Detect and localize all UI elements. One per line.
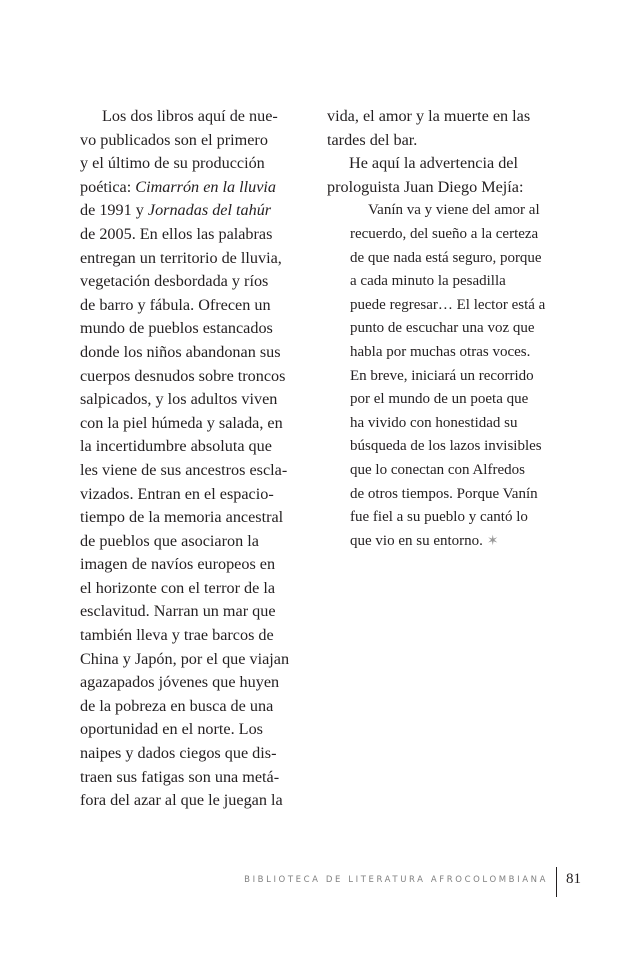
text-line: naipes y dados ciegos que dis-	[80, 744, 277, 763]
quote-text: de otros tiempos. Porque Vanín	[350, 485, 538, 502]
text-line: tardes del bar.	[327, 130, 418, 149]
quote-line	[350, 341, 567, 365]
quote-text: a cada minuto la pesadilla	[350, 273, 506, 290]
text-line: vo publicados son el primero	[80, 130, 268, 149]
text-line: prologuista Juan Diego Mejía:	[327, 177, 524, 196]
text-line: de la pobreza en busca de una	[80, 696, 274, 715]
text-line	[80, 176, 315, 200]
text-line: de pueblos que asociaron la	[80, 531, 259, 550]
quote-text: que lo conectan con Alfredos	[350, 461, 525, 478]
quote-text: punto de escuchar una voz que	[350, 320, 535, 337]
text-line: agazapados jóvenes que huyen	[80, 673, 280, 692]
quote-text: Vanín va y viene del amor al	[368, 202, 540, 219]
footer-divider	[556, 867, 557, 897]
text-line: de 2005. En ellos las palabras	[80, 224, 273, 243]
text-line: con la piel húmeda y salada, en	[80, 413, 283, 432]
quote-text: búsqueda de los lazos invisibles	[350, 438, 542, 455]
quote-line	[350, 388, 567, 412]
quote-line	[350, 270, 567, 294]
quote-text: por el mundo de un poeta que	[350, 391, 529, 408]
quote-text: ha vivido con honestidad su	[350, 414, 518, 431]
quote-line	[350, 223, 567, 247]
page-footer	[0, 867, 638, 897]
quote-text: habla por muchas otras voces.	[350, 343, 531, 360]
quote-line	[350, 247, 567, 271]
text-line: mundo de pueblos estancados	[80, 319, 273, 338]
text-line: He aquí la advertencia del	[349, 154, 518, 173]
text-line: cuerpos desnudos sobre troncos	[80, 366, 286, 385]
text-segment: poética:	[80, 177, 136, 196]
text-line: fora del azar al que le juegan la	[80, 791, 283, 810]
quote-line	[350, 412, 567, 436]
quote-text: En breve, iniciará un recorrido	[350, 367, 534, 384]
text-line: el horizonte con el terror de la	[80, 578, 276, 597]
text-line: entregan un territorio de lluvia,	[80, 248, 282, 267]
text-line: también lleva y trae barcos de	[80, 626, 274, 645]
end-mark-icon: ✶	[486, 533, 499, 549]
quote-line	[350, 317, 567, 341]
text-line: y el último de su producción	[80, 154, 265, 173]
right-paragraphs	[327, 105, 567, 199]
quote-text: puede regresar… El lector está a	[350, 296, 546, 313]
quote-line	[350, 294, 567, 318]
text-line: imagen de navíos europeos en	[80, 555, 276, 574]
quote-line	[350, 365, 567, 389]
text-line: vida, el amor y la muerte en las	[327, 107, 531, 125]
series-title: BIBLIOTECA DE LITERATURA AFROCOLOMBIANA	[244, 875, 548, 885]
text-line: de barro y fábula. Ofrecen un	[80, 295, 271, 314]
block-quote	[327, 199, 567, 553]
text-line: salpicados, y los adultos viven	[80, 390, 278, 409]
quote-text: de que nada está seguro, porque	[350, 249, 542, 266]
text-line: donde los niños abandonan sus	[80, 342, 281, 361]
text-line: oportunidad en el norte. Los	[80, 720, 263, 739]
quote-line	[350, 459, 567, 483]
text-line: vegetación desbordada y ríos	[80, 272, 269, 291]
book-title: Cimarrón en la lluvia	[135, 177, 277, 196]
text-line: China y Japón, por el que viajan	[80, 649, 290, 668]
text-line: esclavitud. Narran un mar que	[80, 602, 276, 621]
quote-text: recuerdo, del sueño a la certeza	[350, 225, 539, 242]
quote-line	[350, 199, 567, 223]
right-column	[327, 105, 567, 553]
quote-line	[350, 435, 567, 459]
text-line	[80, 199, 315, 223]
text-line: Los dos libros aquí de nue-	[102, 107, 278, 125]
quote-line	[350, 483, 567, 507]
quote-text: fue fiel a su pueblo y cantó lo	[350, 509, 528, 526]
quote-line	[350, 530, 567, 554]
text-segment: de 1991 y	[80, 201, 148, 220]
text-line: traen sus fatigas son una metá-	[80, 767, 280, 786]
quote-line	[350, 506, 567, 530]
book-title: Jornadas del tahúr	[147, 201, 272, 220]
left-column	[80, 105, 315, 813]
text-line: la incertidumbre absoluta que	[80, 437, 272, 456]
text-line: les viene de sus ancestros escla-	[80, 460, 288, 479]
text-line: tiempo de la memoria ancestral	[80, 508, 284, 527]
quote-text: que vio en su entorno.	[350, 532, 483, 549]
text-line: vizados. Entran en el espacio-	[80, 484, 274, 503]
page-number: 81	[566, 871, 581, 887]
